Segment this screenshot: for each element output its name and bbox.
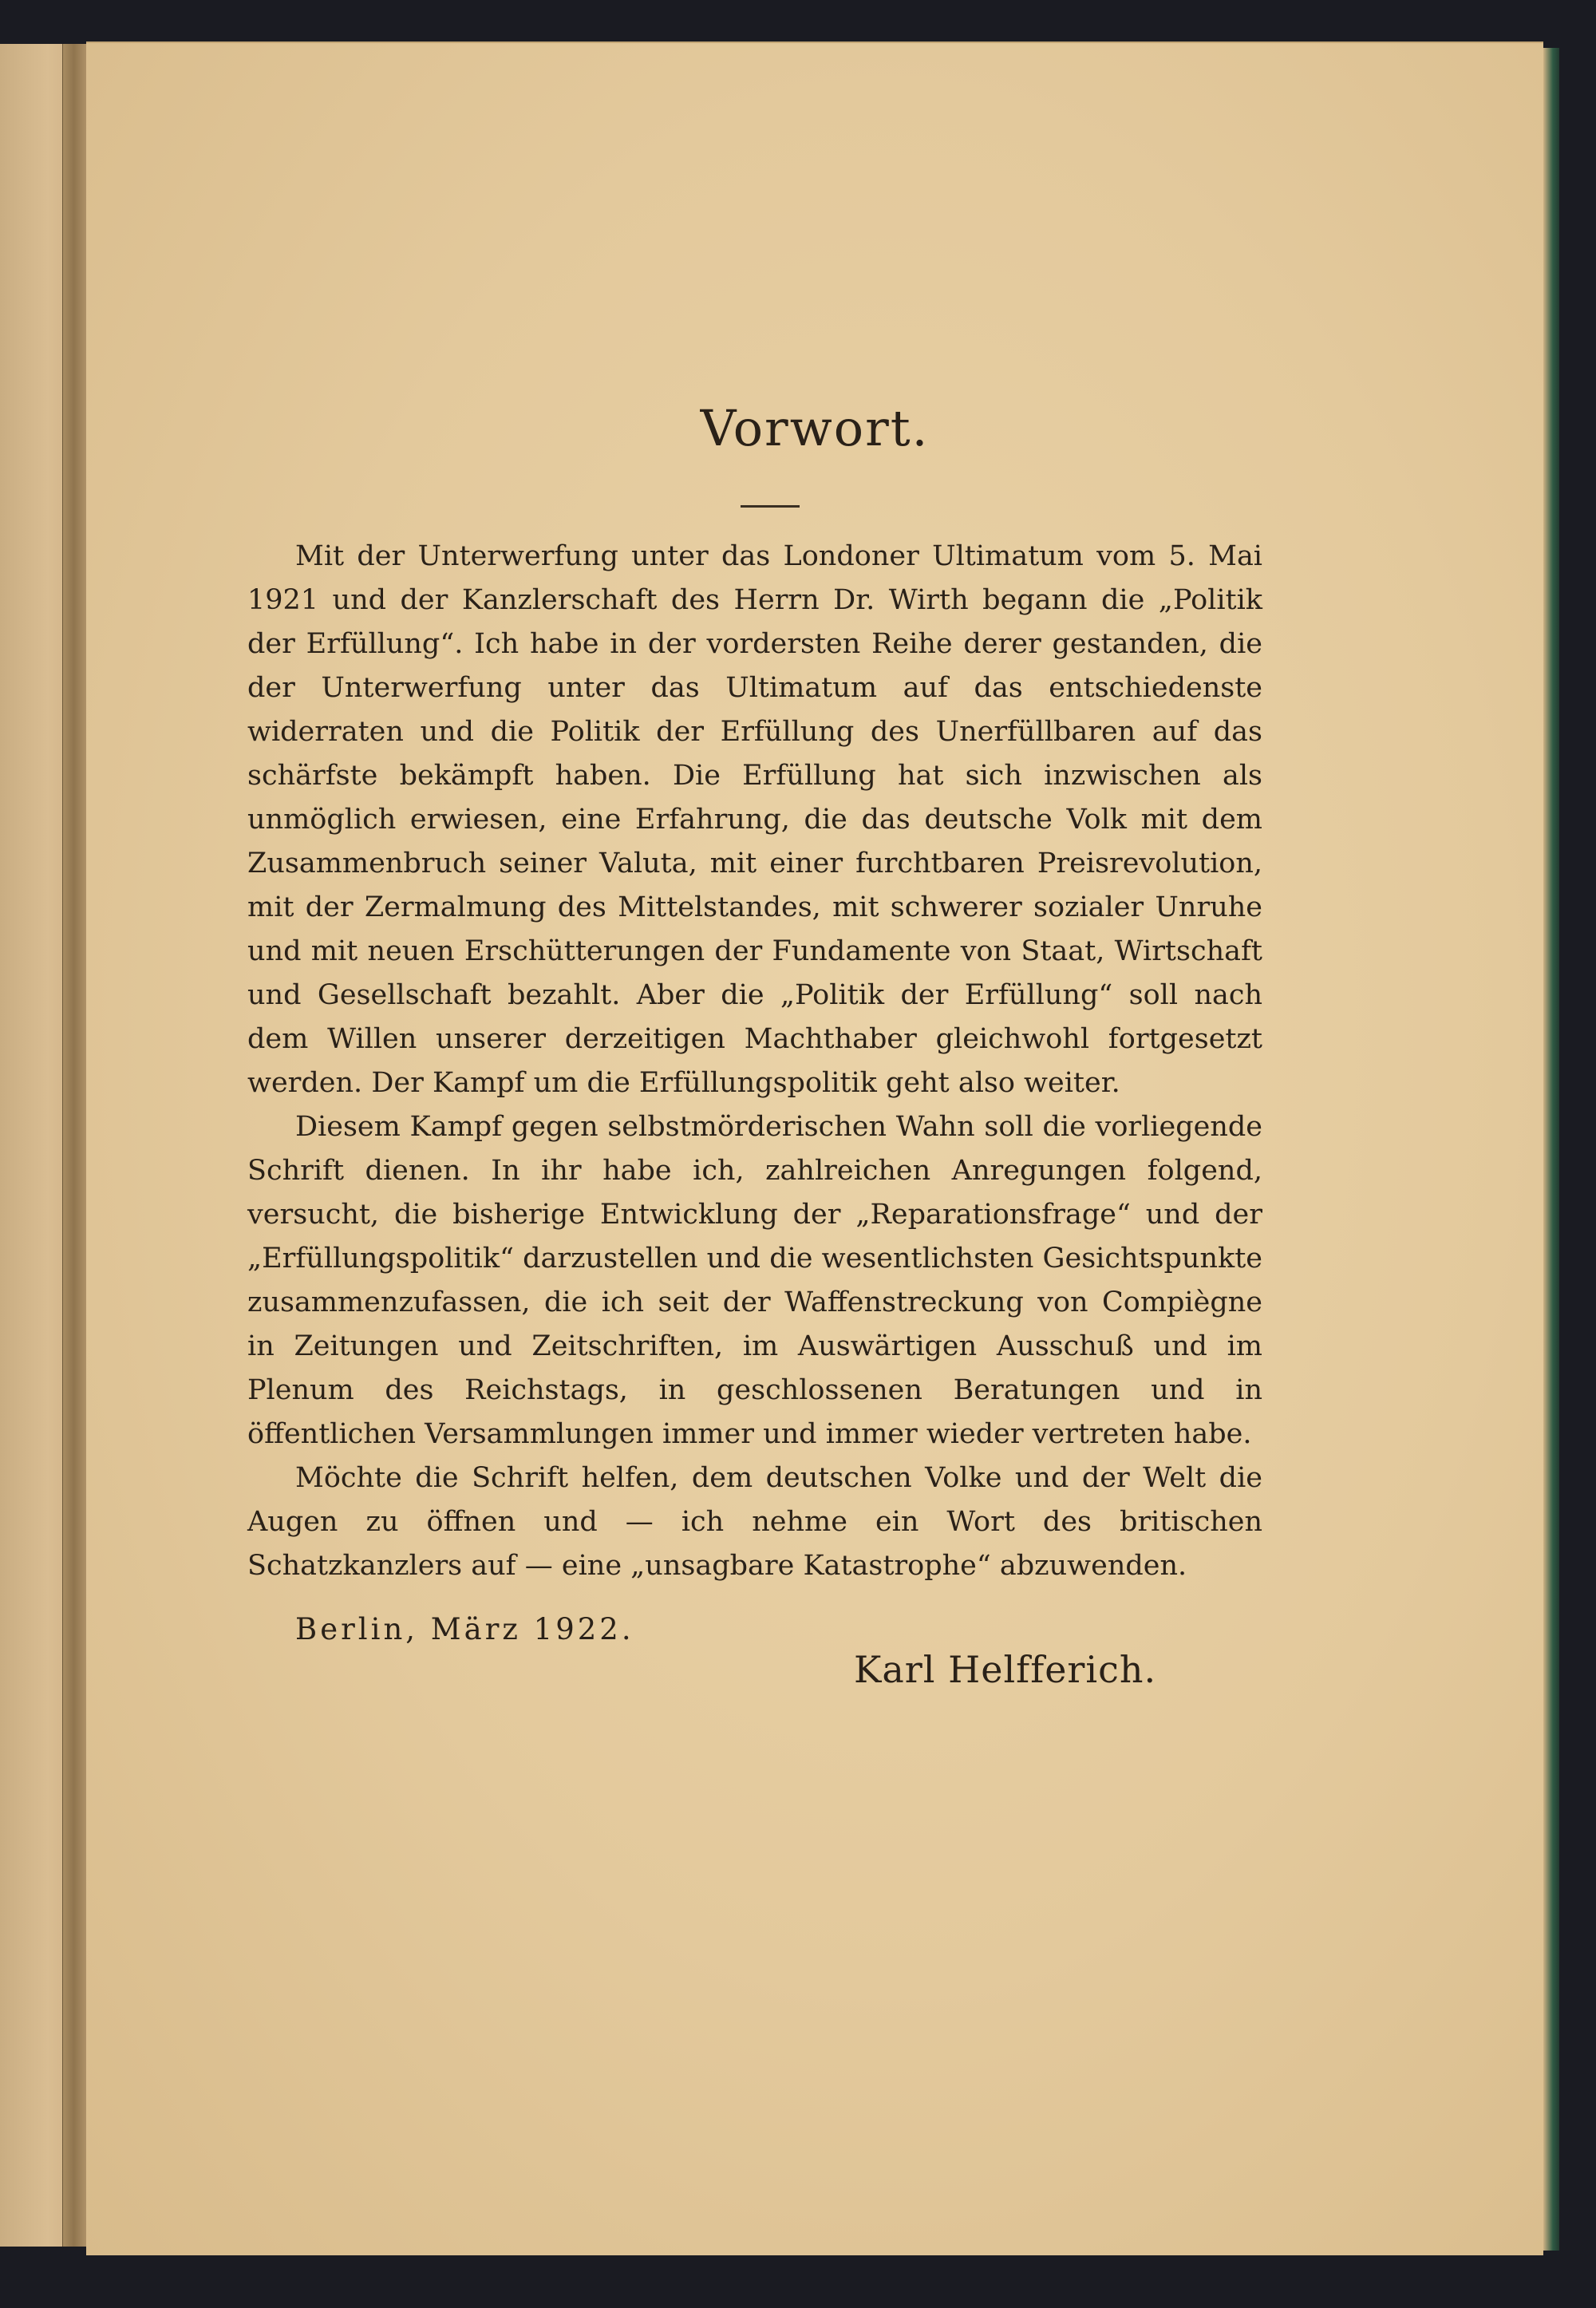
paragraph: Mit der Unterwerfung unter das Londoner Ultimatum vom 5. Mai 1921 und der Kanzlerschaft des Herrn Dr. Wirth begann die „Politik der Erfüllung“. Ich habe in der vordersten Reihe derer gestanden, die der Unterwerfung unter das Ultimatum auf das entschiedenste widerraten und die Politik der Erfüllung des Unerfüllbaren auf das schärfste bekämpft haben. Die Erfüllung hat sich inzwischen als unmöglich erwiesen, eine Erfahrung, die das deutsche Volk mit dem Zusammenbruch seiner Valuta, mit einer furchtbaren Preisrevolution, mit der Zermalmung des Mittelstandes, mit schwerer sozialer Unruhe und mit neuen Erschütterungen der Fundamente von Staat, Wirtschaft und Gesellschaft bezahlt. Aber die „Politik der Erfüllung“ soll nach dem Willen unserer derzeitigen Machthaber gleichwohl fortgesetzt werden. Der Kampf um die Erfüllungspolitik geht also weiter.: [247, 540, 1262, 1099]
paragraph: Diesem Kampf gegen selbstmörderischen Wahn soll die vorliegende Schrift dienen. In ihr habe ich, zahlreichen Anregungen folgend, versucht, die bisherige Entwicklung der „Reparationsfrage“ und der „Erfüllungspolitik“ darzustellen und die wesentlichsten Gesichtspunkte zusammenzufassen, die ich seit der Waffenstreckung von Compiègne in Zeitungen und Zeitschriften, im Auswärtigen Ausschuß und im Plenum des Reichstags, in geschlossenen Beratungen und in öffentlichen Versammlungen immer und immer wieder vertreten habe.: [247, 1111, 1262, 1450]
page-title: Vorwort.: [700, 399, 930, 457]
title-divider: [741, 505, 800, 508]
author-signature: Karl Helfferich.: [854, 1648, 1157, 1691]
paragraph: Möchte die Schrift helfen, dem deutschen Volke und der Welt die Augen zu öffnen und — ich nehme ein Wort des britischen Schatzkanzlers auf — eine „unsagbare Katastrophe“ abzuwenden.: [247, 1462, 1262, 1582]
preface-body: [247, 535, 1262, 1588]
place-date: Berlin, März 1922.: [295, 1612, 634, 1646]
page-edge: [1543, 48, 1559, 2251]
